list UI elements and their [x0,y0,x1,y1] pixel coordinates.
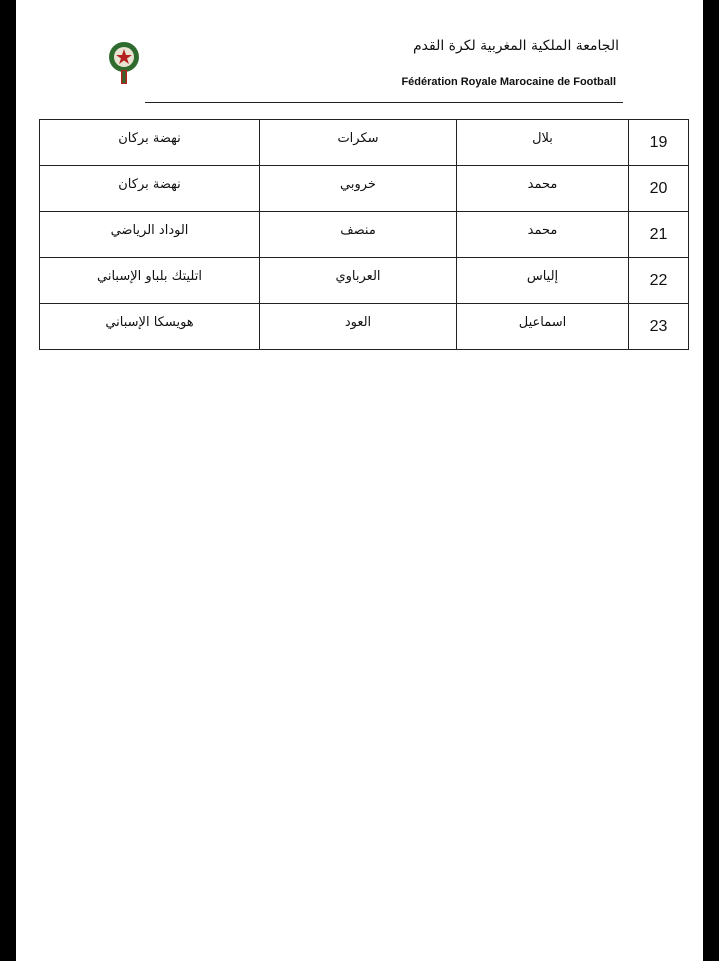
surname-cell: العود [260,304,457,350]
frmf-logo-icon [104,40,144,86]
number-cell: 19 [629,120,689,166]
table-row [40,258,689,304]
number-cell: 21 [629,212,689,258]
firstname-cell: محمد [457,212,629,258]
club-cell: نهضة بركان [40,166,260,212]
firstname-cell: بلال [457,120,629,166]
table-row [40,212,689,258]
firstname-cell: اسماعيل [457,304,629,350]
number-cell: 22 [629,258,689,304]
surname-cell: منصف [260,212,457,258]
club-cell: هويسكا الإسباني [40,304,260,350]
header-divider [145,102,623,103]
surname-cell: العرباوي [260,258,457,304]
table-row [40,120,689,166]
number-cell: 20 [629,166,689,212]
federation-name-arabic: الجامعة الملكية المغربية لكرة القدم [412,38,619,54]
firstname-cell: محمد [457,166,629,212]
table-row [40,304,689,350]
federation-name-french: Fédération Royale Marocaine de Football [401,76,616,88]
club-cell: الوداد الرياضي [40,212,260,258]
surname-cell: سكرات [260,120,457,166]
firstname-cell: إلياس [457,258,629,304]
surname-cell: خروبي [260,166,457,212]
document-page [16,0,703,961]
club-cell: اتليتك بلباو الإسباني [40,258,260,304]
table-row [40,166,689,212]
club-cell: نهضة بركان [40,120,260,166]
number-cell: 23 [629,304,689,350]
player-list-table [39,119,689,350]
